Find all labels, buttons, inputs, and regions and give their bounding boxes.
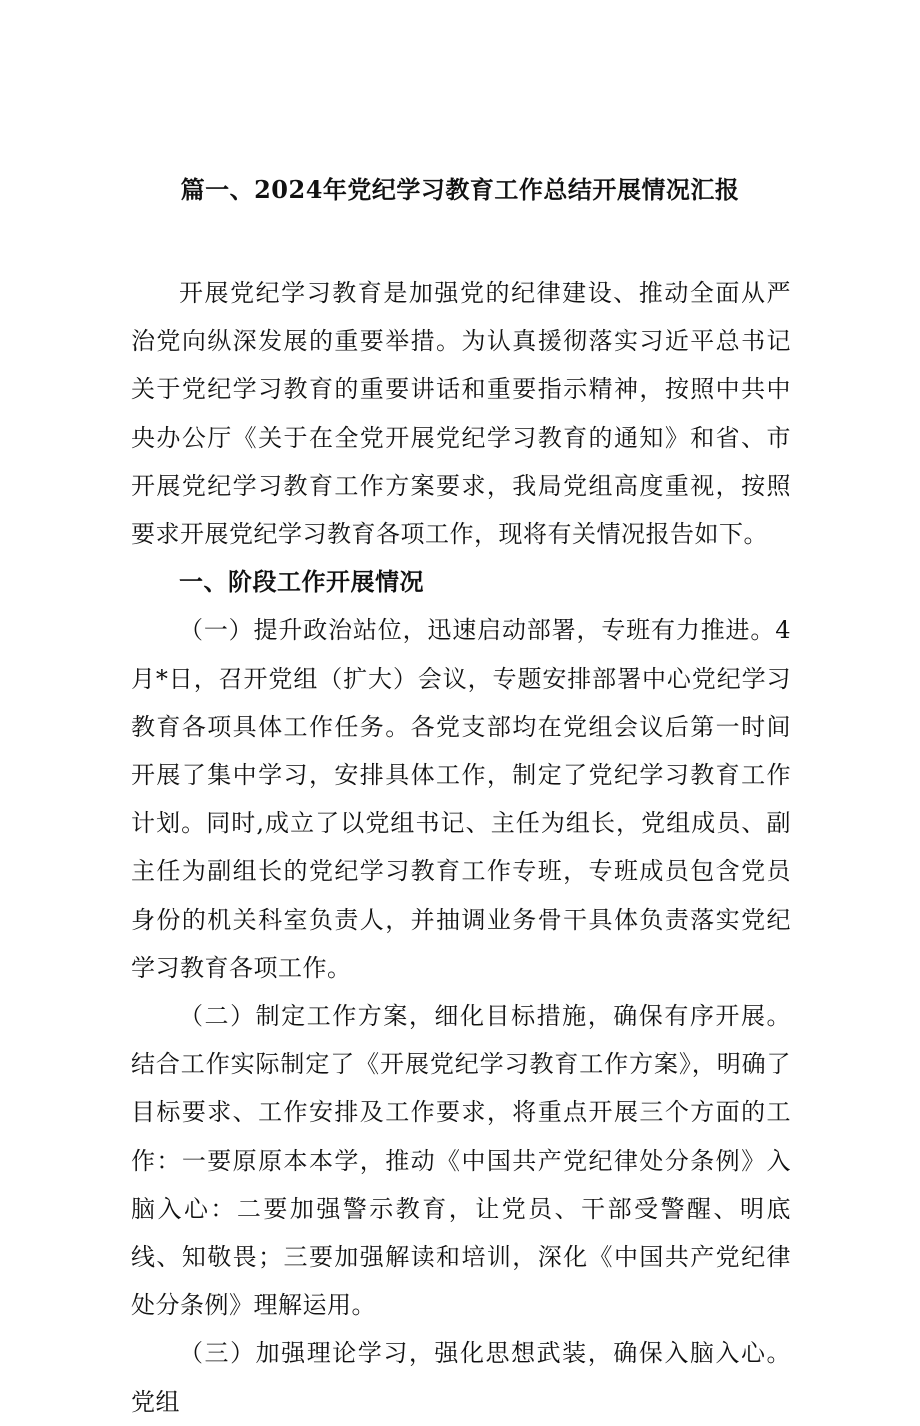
item-paragraph-1: （一）提升政治站位，迅速启动部署，专班有力推进。4月*日，召开党组（扩大）会议，专题安排部署中心党纪学习教育各项具体工作任务。各党支部均在党组会议后第一时间开展了集中学习，安排具体工作，制定了党纪学习教育工作计划。同时,成立了以党组书记、主任为组长，党组成员、副主任为副组长的党纪学习教育工作专班，专班成员包含党员身份的机关科室负责人，并抽调业务骨干具体负责落实党纪学习教育各项工作。 bbox=[131, 616, 791, 982]
section-heading: 一、阶段工作开展情况 bbox=[179, 567, 424, 597]
document-body bbox=[131, 269, 791, 1426]
document-title: 篇一、2024年党纪学习教育工作总结开展情况汇报 bbox=[180, 175, 740, 204]
intro-paragraph: 开展党纪学习教育是加强党的纪律建设、推动全面从严治党向纵深发展的重要举措。为认真援彻落实习近平总书记关于党纪学习教育的重要讲话和重要指示精神，按照中共中央办公厅《关于在全党开展党纪学习教育的通知》和省、市开展党纪学习教育工作方案要求，我局党组高度重视，按照要求开展党纪学习教育各项工作，现将有关情况报告如下。 bbox=[131, 279, 791, 549]
item-paragraph-3: （三）加强理论学习，强化思想武装，确保入脑入心。党组 bbox=[131, 1339, 791, 1416]
item-paragraph-2: （二）制定工作方案，细化目标措施，确保有序开展。结合工作实际制定了《开展党纪学习教育工作方案》，明确了目标要求、工作安排及工作要求，将重点开展三个方面的工作：一要原原本本学，推动《中国共产党纪律处分条例》入脑入心：二要加强警示教育，让党员、干部受警醒、明底线、知敬畏；三要加强解读和培训，深化《中国共产党纪律处分条例》理解运用。 bbox=[131, 1002, 791, 1320]
